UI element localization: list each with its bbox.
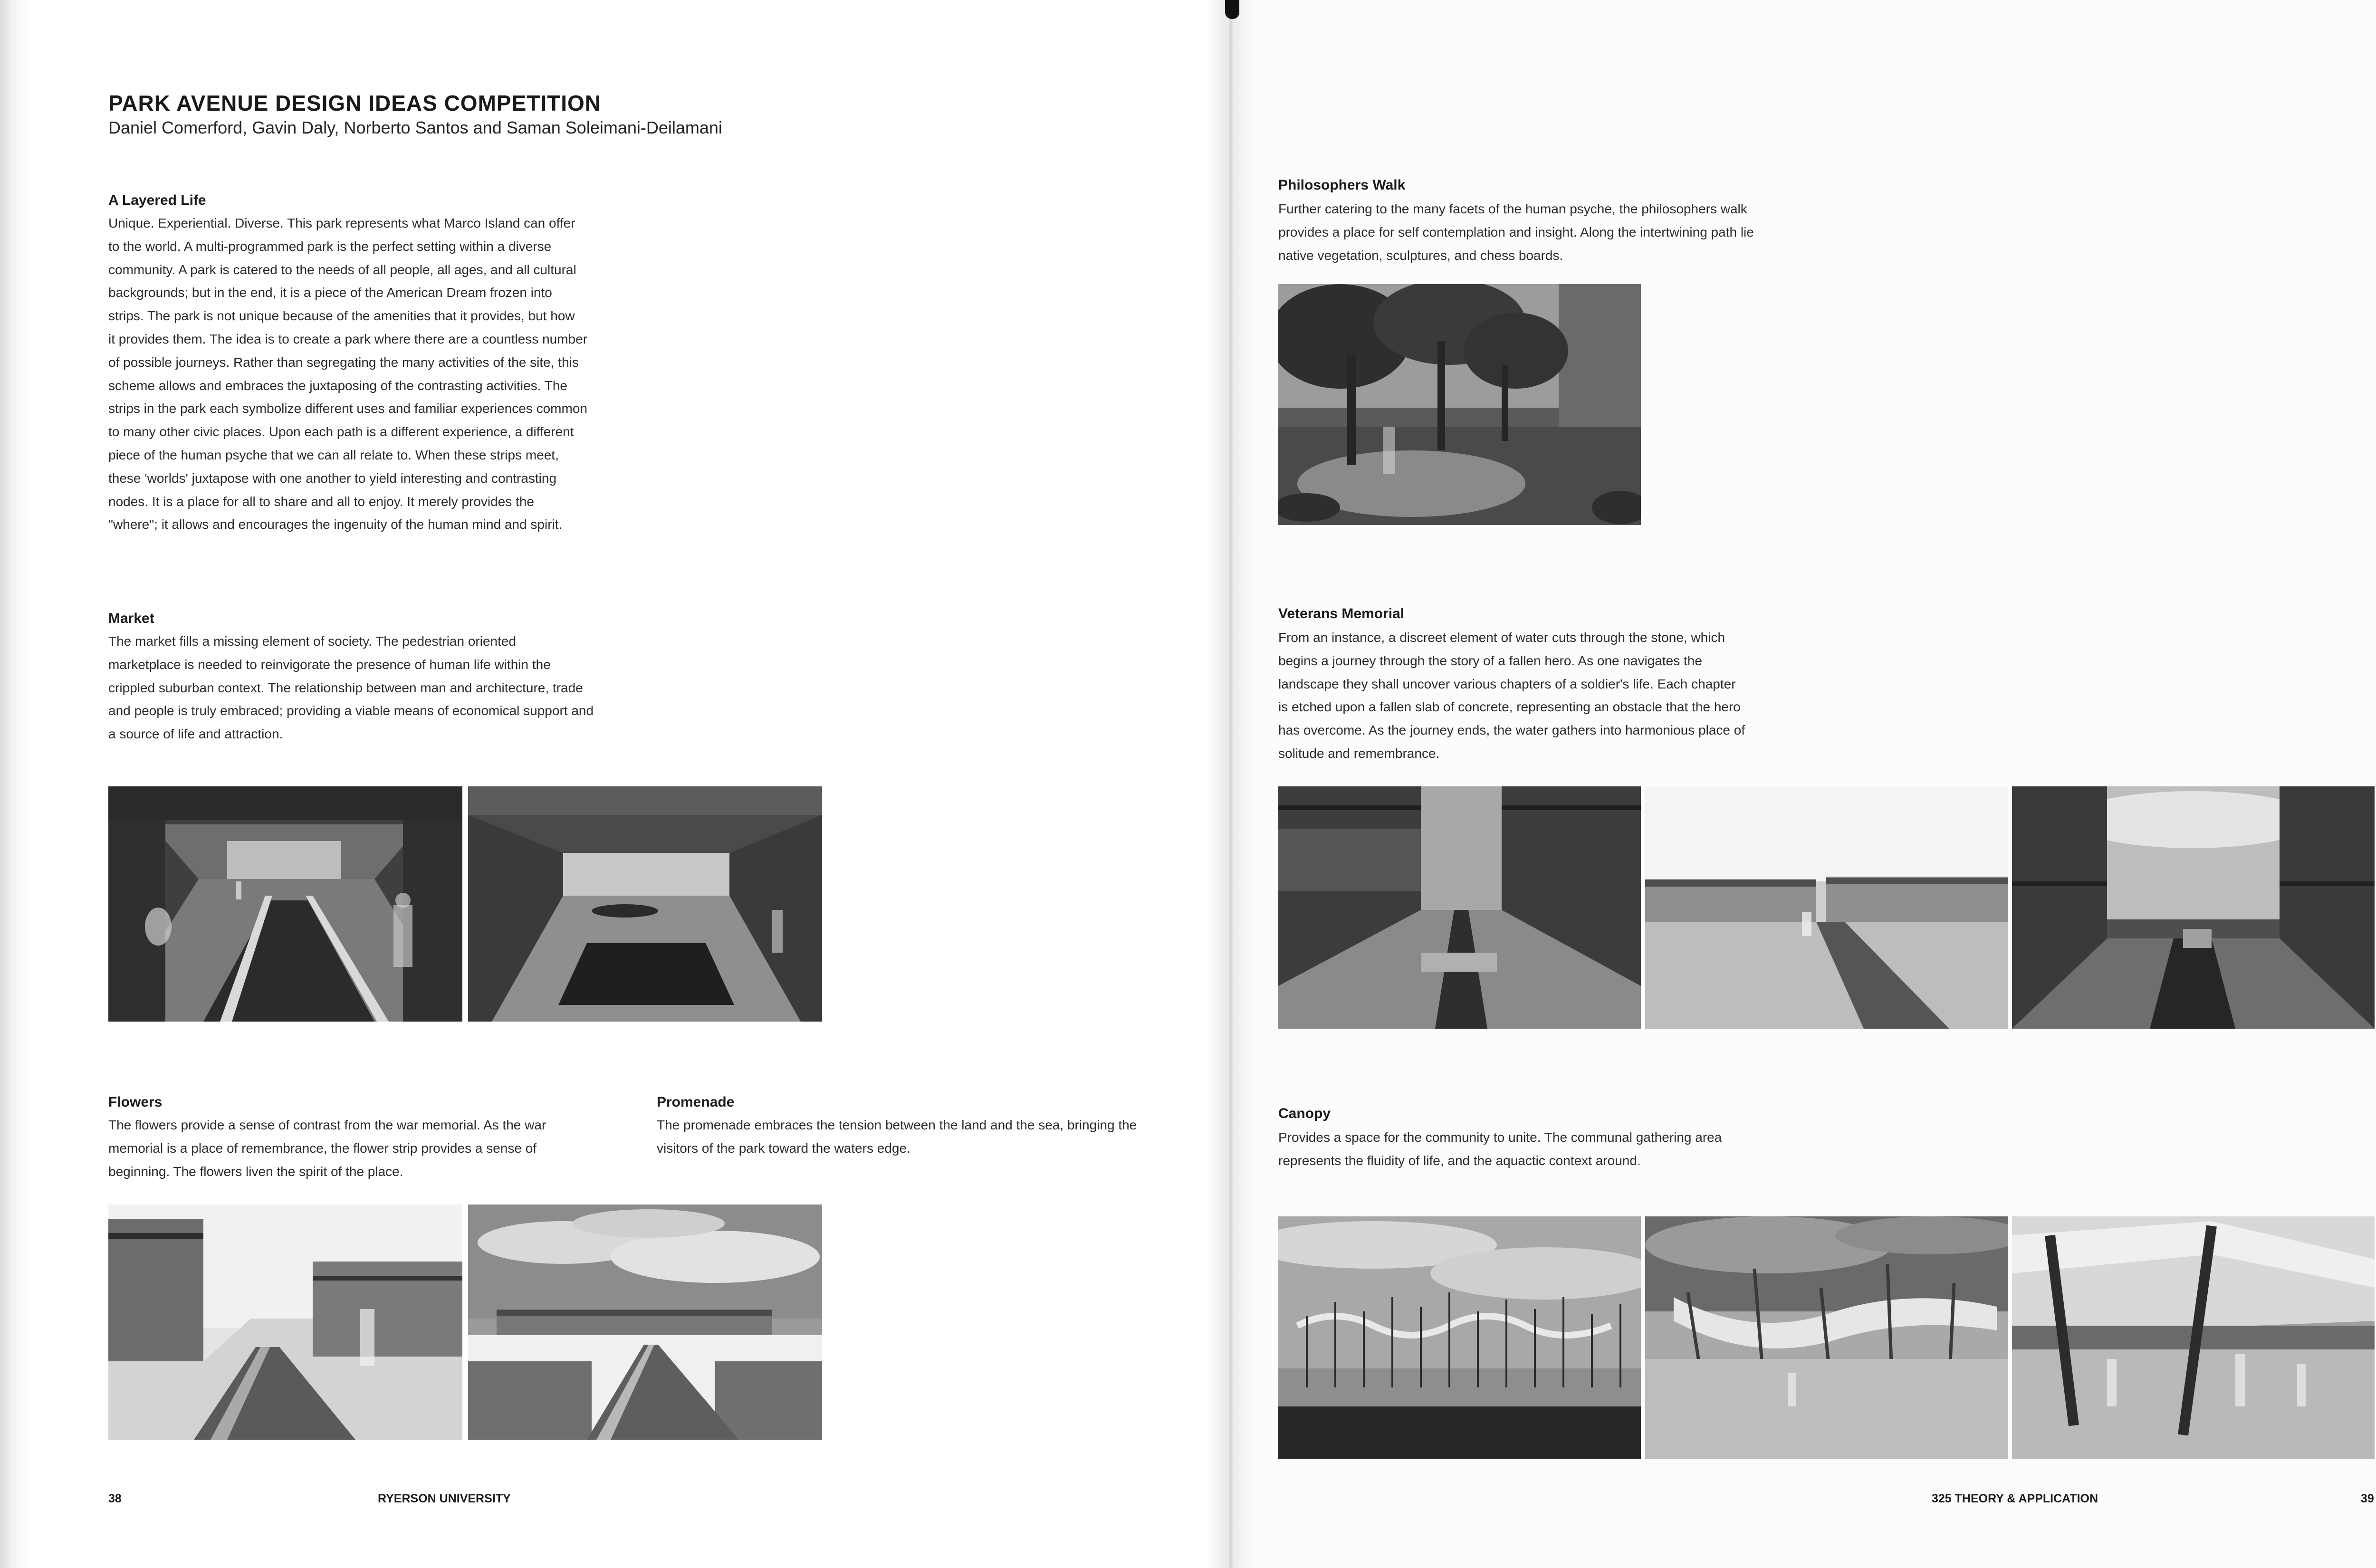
canopy-heading: Canopy (1278, 1106, 1331, 1121)
flowers-image (108, 1205, 462, 1440)
canopy-image-1 (1278, 1216, 1641, 1459)
right-page-number: 39 (2361, 1492, 2374, 1505)
page-title: PARK AVENUE DESIGN IDEAS COMPETITION (108, 91, 602, 115)
market-image-2 (468, 786, 822, 1022)
left-binding-shadow (0, 0, 29, 1568)
layered-life-body: Unique. Experiential. Diverse. This park represents what Marco Island can offer to the world. A multi-programmed park is the perfect setting within a diverse community. A park is catered to the needs of all people, all ages, and all cultural backgrounds; but in the end, it is a piece of the American Dream frozen into strips. The park is not unique because of the amenities that it provides, but how it provides them. The idea is to create a park where there are a countless number of possible journeys. Rather than segregating the many activities of the site, this scheme allows and embraces the juxtaposing of the contrasting activities. The strips in the park each symbolize different uses and familiar experiences common to many other civic places. Upon each path is a different experience, a different piece of the human psyche that we can all relate to. When these strips meet, these 'worlds' juxtapose with one another to yield interesting and contrasting nodes. It is a place for all to share and all to enjoy. It merely provides the "where"; it allows and encourages the ingenuity of the human mind and spirit. (108, 216, 588, 532)
market-heading: Market (108, 611, 154, 626)
veterans-memorial-image-2 (1645, 786, 2008, 1029)
left-publisher: RYERSON UNIVERSITY (378, 1492, 511, 1505)
canopy-image-2 (1645, 1216, 2008, 1459)
promenade-body: The promenade embraces the tension between the land and the sea, bringing the visitors of the park toward the waters edge. (657, 1118, 1137, 1156)
layered-life-heading: A Layered Life (108, 192, 206, 208)
promenade-heading: Promenade (657, 1094, 735, 1110)
gutter-dark-edge (1225, 0, 1239, 19)
veterans-memorial-heading: Veterans Memorial (1278, 606, 1405, 621)
market-body: The market fills a missing element of society. The pedestrian oriented marketplace is needed to reinvigorate the presence of human life within the crippled suburban context. The relationship between man and architecture, trade and people is truly embraced; providing a viable means of economical support and a source of life and attraction. (108, 634, 594, 742)
right-publication: 325 THEORY & APPLICATION (1932, 1492, 2098, 1505)
flowers-heading: Flowers (108, 1094, 163, 1110)
center-gutter-shadow (1207, 0, 1255, 1568)
philosophers-walk-body: Further catering to the many facets of the human psyche, the philosophers walk provides a place for self contemplation and insight. Along the intertwining path lie native vegetation, sculptures, and chess boards. (1278, 201, 1754, 263)
philosophers-walk-heading: Philosophers Walk (1278, 177, 1406, 193)
authors-line: Daniel Comerford, Gavin Daly, Norberto Santos and Saman Soleimani-Deilamani (108, 118, 722, 137)
canopy-body: Provides a space for the community to unite. The communal gathering area represents the fluidity of life, and the aquactic context around. (1278, 1130, 1722, 1168)
flowers-body: The flowers provide a sense of contrast from the war memorial. As the war memorial is a place of remembrance, the flower strip provides a sense of beginning. The flowers liven the spirit of the place. (108, 1118, 546, 1179)
canopy-image-3 (2012, 1216, 2375, 1459)
veterans-memorial-body: From an instance, a discreet element of water cuts through the stone, which begins a journey through the story of a fallen hero. As one navigates the landscape they shall uncover various chapters of a soldier's life. Each chapter is etched upon a fallen slab of concrete, representing an obstacle that the hero has overcome. As the journey ends, the water gathers into harmonious place of solitude and remembrance. (1278, 630, 1745, 761)
philosophers-walk-image (1278, 284, 1641, 525)
veterans-memorial-image-1 (1278, 786, 1641, 1029)
veterans-memorial-image-3 (2012, 786, 2375, 1029)
promenade-image (468, 1205, 822, 1440)
market-image-1 (108, 786, 462, 1022)
left-page-number: 38 (108, 1492, 122, 1505)
